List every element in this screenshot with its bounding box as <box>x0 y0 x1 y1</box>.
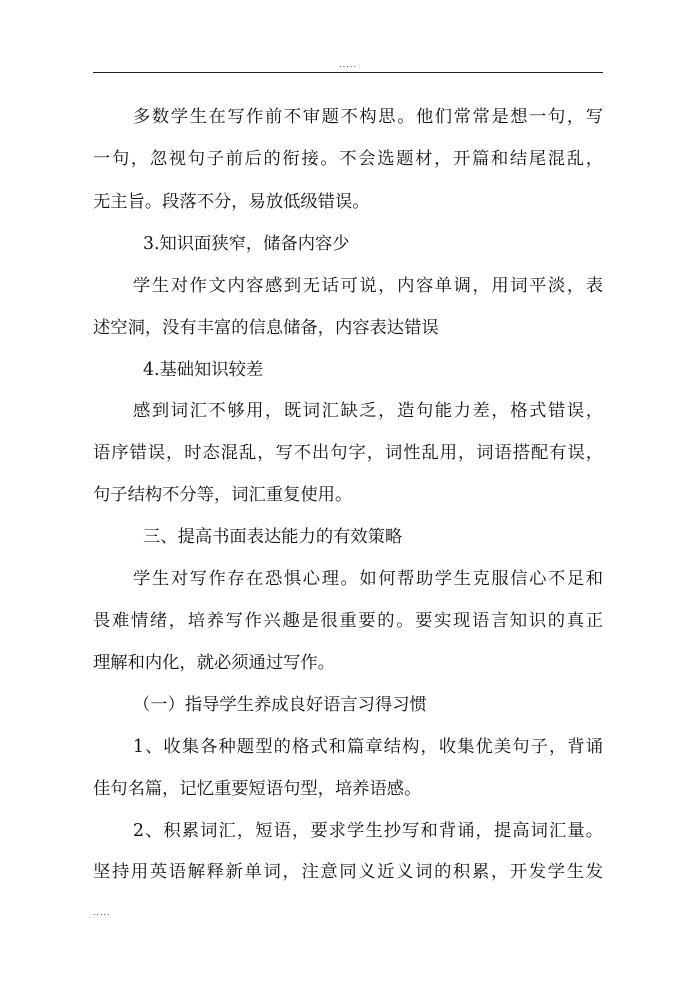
footer-dots: ..... <box>93 908 111 917</box>
text-line-16: 1、收集各种题型的格式和篇章结构，收集优美句子，背诵 <box>133 737 603 757</box>
section-heading-3: 3.知识面狭窄，储备内容少 <box>143 234 350 254</box>
header-rule <box>93 72 603 73</box>
text-line-19: 坚持用英语解释新单词，注意同义近义词的积累，开发学生发 <box>93 862 603 882</box>
subsection-heading-1: （一）指导学生养成良好语言习得习惯 <box>133 695 427 715</box>
section-heading-4: 4.基础知识较差 <box>143 360 264 380</box>
text-line-6: 述空洞，没有丰富的信息储备，内容表达错误 <box>93 318 439 338</box>
text-line-2: 一句，忽视句子前后的衔接。不会选题材，开篇和结尾混乱， <box>93 149 603 169</box>
text-line-13: 畏难情绪，培养写作兴趣是很重要的。要实现语言知识的真正 <box>93 611 603 631</box>
text-line-8: 感到词汇不够用，既词汇缺乏，造句能力差，格式错误， <box>133 401 603 421</box>
section-heading-strategy: 三、提高书面表达能力的有效策略 <box>143 527 403 547</box>
text-line-1: 多数学生在写作前不审题不构思。他们常常是想一句，写 <box>133 107 603 127</box>
text-line-18: 2、积累词汇，短语，要求学生抄写和背诵，提高词汇量。 <box>133 821 603 841</box>
header-dots: ..... <box>339 60 357 69</box>
text-line-5: 学生对作文内容感到无话可说，内容单调，用词平淡，表 <box>133 276 603 296</box>
text-line-10: 句子结构不分等，词汇重复使用。 <box>93 485 353 505</box>
text-line-12: 学生对写作存在恐惧心理。如何帮助学生克服信心不足和 <box>133 569 603 589</box>
text-line-3: 无主旨。段落不分，易放低级错误。 <box>93 192 370 212</box>
text-line-9: 语序错误，时态混乱，写不出句字，词性乱用，词语搭配有误， <box>93 443 603 463</box>
text-line-14: 理解和内化，就必须通过写作。 <box>93 653 335 673</box>
text-line-17: 佳句名篇，记忆重要短语句型，培养语感。 <box>93 779 422 799</box>
